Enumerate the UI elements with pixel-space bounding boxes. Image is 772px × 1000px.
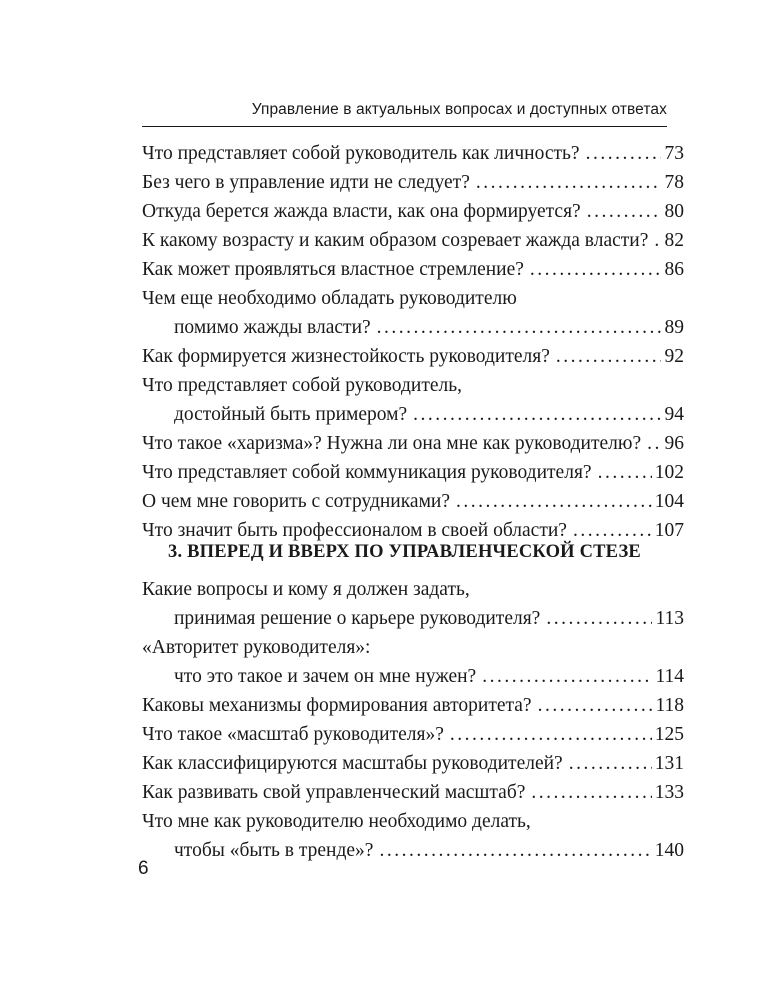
- toc-entry-line: [142, 342, 684, 371]
- toc-entry-line: [142, 720, 684, 749]
- dot-leader: [598, 458, 652, 487]
- toc-entry-line: [142, 807, 684, 836]
- toc-page-number: 102: [654, 462, 684, 483]
- toc-page-number: 89: [664, 317, 684, 338]
- toc-entry-title: Что представляет собой коммуникация руководителя?: [142, 462, 592, 483]
- toc-page-number: 80: [664, 201, 684, 222]
- toc-entry: [142, 429, 684, 458]
- dot-leader: [482, 662, 652, 691]
- dot-leader: [587, 197, 661, 226]
- toc-page-number: 107: [654, 520, 684, 541]
- toc-entry: [142, 255, 684, 284]
- toc-entry: [142, 197, 684, 226]
- toc-entry-title: чтобы «быть в тренде»?: [174, 840, 374, 861]
- toc-entry-title: О чем мне говорить с сотрудниками?: [142, 491, 451, 512]
- toc-entry-line: [142, 662, 684, 691]
- toc-entry: [142, 168, 684, 197]
- toc-entry-line: [142, 604, 684, 633]
- toc-page-number: 104: [654, 491, 684, 512]
- toc-entry-line: [142, 749, 684, 778]
- toc-list-part-1: [142, 139, 684, 545]
- toc-entry-line: [142, 284, 684, 313]
- toc-entry-title: Чем еще необходимо обладать руководителю: [142, 288, 517, 309]
- toc-entry: [142, 807, 684, 865]
- dot-leader: [647, 429, 661, 458]
- toc-entry-line: [142, 226, 684, 255]
- toc-entry: [142, 691, 684, 720]
- toc-entry-line: [142, 458, 684, 487]
- toc-entry: [142, 633, 684, 691]
- toc-entry-title: Как формируется жизнестойкость руководителя?: [142, 346, 550, 367]
- toc-entry-line: [142, 575, 684, 604]
- toc-entry-title: помимо жажды власти?: [174, 317, 371, 338]
- toc-entry-line: [142, 197, 684, 226]
- toc-entry-line: [142, 429, 684, 458]
- dot-leader: [654, 226, 661, 255]
- toc-page-number: 92: [664, 346, 684, 367]
- toc-entry-line: [142, 691, 684, 720]
- running-header: Управление в актуальных вопросах и доступных ответах: [142, 98, 667, 127]
- toc-entry-line: [142, 836, 684, 865]
- page-number: 6: [138, 858, 149, 879]
- toc-entry-title: К какому возрасту и каким образом созревает жажда власти?: [142, 230, 649, 251]
- toc-entry: [142, 226, 684, 255]
- toc-entry: [142, 458, 684, 487]
- dot-leader: [476, 168, 661, 197]
- toc-page-number: 113: [655, 608, 684, 629]
- dot-leader: [530, 255, 661, 284]
- dot-leader: [538, 691, 653, 720]
- toc-page-number: 78: [664, 172, 684, 193]
- toc-entry-line: [142, 778, 684, 807]
- dot-leader: [413, 400, 661, 429]
- toc-entry-title: Что значит быть профессионалом в своей области?: [142, 520, 567, 541]
- toc-entry-title: Без чего в управление идти не следует?: [142, 172, 470, 193]
- toc-page-number: 114: [655, 666, 684, 687]
- toc-page-number: 125: [654, 724, 684, 745]
- toc-entry-line: [142, 487, 684, 516]
- toc-entry-title: Что мне как руководителю необходимо делать,: [142, 811, 531, 832]
- section-heading: 3. ВПЕРЕД И ВВЕРХ ПО УПРАВЛЕНЧЕСКОЙ СТЕЗЕ: [168, 542, 641, 562]
- toc-entry-line: [142, 371, 684, 400]
- toc-entry: [142, 749, 684, 778]
- toc-entry-title: Как развивать свой управленческий масштаб?: [142, 782, 526, 803]
- toc-entry: [142, 284, 684, 342]
- toc-list-part-2: [142, 575, 684, 865]
- toc-entry: [142, 720, 684, 749]
- toc-entry-title: Что представляет собой руководитель,: [142, 375, 462, 396]
- toc-entry-title: Что такое «харизма»? Нужна ли она мне как руководителю?: [142, 433, 642, 454]
- dot-leader: [569, 749, 652, 778]
- toc-page-number: 118: [655, 695, 684, 716]
- dot-leader: [546, 604, 652, 633]
- toc-entry-title: Как может проявляться властное стремление?: [142, 259, 524, 280]
- toc-entry: [142, 139, 684, 168]
- dot-leader: [556, 342, 661, 371]
- toc-entry: [142, 487, 684, 516]
- toc-entry-line: [142, 313, 684, 342]
- dot-leader: [377, 313, 661, 342]
- toc-entry-line: [142, 400, 684, 429]
- toc-entry: [142, 371, 684, 429]
- dot-leader: [450, 720, 652, 749]
- toc-page-number: 96: [664, 433, 684, 454]
- toc-entry: [142, 778, 684, 807]
- toc-entry-title: Какие вопросы и кому я должен задать,: [142, 579, 470, 600]
- toc-entry-title: Что представляет собой руководитель как личность?: [142, 143, 580, 164]
- toc-entry-title: принимая решение о карьере руководителя?: [174, 608, 541, 629]
- toc-entry-line: [142, 255, 684, 284]
- toc-page-number: 86: [664, 259, 684, 280]
- toc-entry-line: [142, 139, 684, 168]
- toc-page-number: 82: [664, 230, 684, 251]
- toc-entry-title: «Авторитет руководителя»:: [142, 637, 371, 658]
- toc-page-number: 140: [654, 840, 684, 861]
- dot-leader: [531, 778, 651, 807]
- toc-entry-title: Как классифицируются масштабы руководителей?: [142, 753, 563, 774]
- toc-entry: [142, 342, 684, 371]
- toc-page-number: 133: [654, 782, 684, 803]
- toc-entry-title: что это такое и зачем он мне нужен?: [174, 666, 477, 687]
- dot-leader: [379, 836, 651, 865]
- toc-entry-title: Что такое «масштаб руководителя»?: [142, 724, 444, 745]
- dot-leader: [456, 487, 652, 516]
- toc-entry-title: достойный быть примером?: [174, 404, 408, 425]
- toc-entry-title: Каковы механизмы формирования авторитета?: [142, 695, 532, 716]
- dot-leader: [586, 139, 661, 168]
- toc-entry-line: [142, 168, 684, 197]
- toc-entry-line: [142, 633, 684, 662]
- toc-page-number: 131: [654, 753, 684, 774]
- toc-entry: [142, 575, 684, 633]
- toc-page-number: 94: [664, 404, 684, 425]
- toc-entry-title: Откуда берется жажда власти, как она формируется?: [142, 201, 581, 222]
- toc-page-number: 73: [664, 143, 684, 164]
